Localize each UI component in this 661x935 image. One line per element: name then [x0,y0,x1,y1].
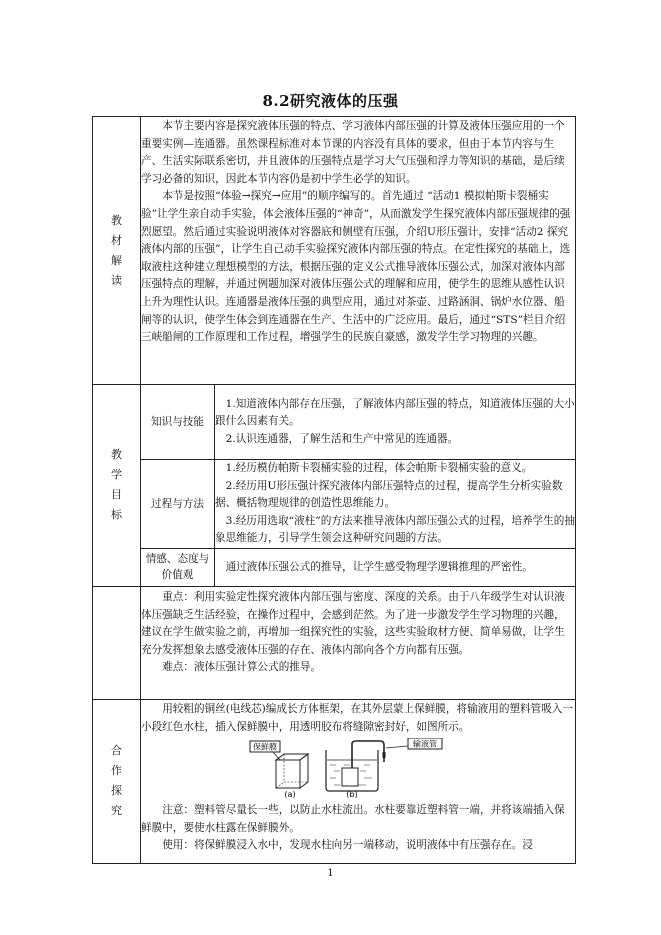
goal-item: 2.经历用U形压强计探究液体内部压强特点的过程，提高学生分析实验数据、概括物理规律的创造性思维能力。 [215,479,563,510]
goal-content-knowledge [215,385,576,460]
goal-row-process [93,460,576,549]
frame-hidden-edge [276,782,284,788]
frame-side [300,754,308,788]
key-points-label-cell [93,586,141,699]
goal-content-attitude [215,548,576,586]
goal-item: 通过液体压强公式的推导，让学生感受物理学逻辑推理的严密性。 [225,560,533,573]
goal-name-process: 过程与方法 [141,460,215,549]
leader-line-left [273,752,280,760]
difficulty-paragraph: 难点：液体压强计算公式的推导。 [162,661,322,674]
experiment-diagram [248,738,468,798]
goal-name-attitude: 情感、态度与价值观 [141,548,215,586]
goal-content-process [215,460,576,549]
cooperation-intro: 用较粗的铜丝(电线芯)编成长方体框架，在其外层蒙上保鲜膜，将输液用的塑料管吸入一小段红色水柱，插入保鲜膜中，用透明胶布将缝隙密封好，如图所示。 [141,702,574,733]
key-point-paragraph: 重点：利用实验定性探究液体内部压强与密度、深度的关系。由于八年级学生对认识液体压强缺乏生活经验，在操作过程中，会感到茫然。为了进一步激发学生学习物理的兴趣，建议在学生做实验之前，再增加一组探究性的实验，这些实验取材方便、简单易做，让学生充分发挥想象去感受液体压强的存在、液体内部向各个方向都有压强。 [141,590,565,656]
goal-row-knowledge [93,385,576,460]
label-wrap-film: 保鲜膜 [253,742,277,752]
frame-front [276,760,300,788]
infusion-tube [352,741,384,768]
goal-item: 2.认识连通器，了解生活和生产中常见的连通器。 [225,432,459,445]
teaching-material-label-cell [93,117,141,385]
cooperation-label-cell [93,699,141,863]
goal-item: 1.知道液体内部存在压强，了解液体内部压强的特点，知道液体压强的大小跟什么因素有关。 [215,397,575,428]
goal-name-knowledge: 知识与技能 [141,385,215,460]
cooperation-use: 使用：将保鲜膜浸入水中，发现水柱向另一端移动，说明液体中有压强存在。浸 [162,839,533,852]
leader-line-right [386,746,408,748]
key-points-row [93,586,576,699]
page-title: 8.2研究液体的压强 [262,92,399,110]
teaching-material-label: 教材解读 [111,213,122,287]
teaching-goals-label-cell [93,385,141,587]
caption-a: (a) [284,790,296,799]
cooperation-content [141,699,576,863]
goal-item: 3.经历用选取“液柱”的方法来推导液体内部压强公式的过程，培养学生的抽象思维能力，引导学生领会这种研究问题的方法。 [215,514,575,545]
teaching-material-paragraph: 本节主要内容是探究液体压强的特点、学习液体内部压强的计算及液体压强应用的一个重要实例—连通器。虽然课程标准对本节课的内容没有具体的要求，但由于本节内容与生产、生活实际联系密切，并且液体的压强特点是学习大气压强和浮力等知识的基础，是后续学习必备的知识，因此本节内容仍是初中学生必学的知识。 [141,120,565,185]
goal-item: 1.经历模仿帕斯卡裂桶实验的过程，体会帕斯卡裂桶实验的意义。 [225,462,533,474]
immersed-frame [342,768,358,786]
goal-row-attitude [93,548,576,586]
teaching-material-row [93,117,576,385]
cooperation-label: 合作探究 [111,744,122,818]
label-infusion-tube: 输液管 [413,739,437,749]
key-points-content [141,586,576,699]
teaching-material-paragraph: 本节是按照“体验→探究→应用”的顺序编写的。首先通过 “活动1 模拟帕斯卡裂桶实验”让学生亲自动手实验，体会液体压强的“神奇”，从而激发学生探究液体内部压强规律的强烈愿望。然后通过实验说明液体对容器底和侧壁有压强，介绍U形压强计，安排“活动2 探究液体内部的压强”，让学生自己动手实验探究液体内部压强的特点。在定性探究的基础上，选取液柱这种建立理想模型的方法，根据压强的定义公式推导液体压强公式，加深对液体内部压强特点的理解，并通过例题加深对液体压强公式的理解和应用，使学生的思维从感性认识上升为理性认识。连通器是液体压强的典型应用，通过对茶壶、过路涵洞、锅炉水位器、船闸等的认识，使学生体会到连通器在生产、生活中的广泛应用。最后，通过“STS”栏目介绍三峡船闸的工作原理和工作过程，增强学生的民族自豪感，激发学生学习物理的兴趣。 [141,190,571,344]
page-number: 1 [327,868,334,879]
experiment-figure [141,738,575,798]
teaching-material-content [141,117,576,385]
cooperation-note: 注意：塑料管尽量长一些，以防止水柱流出。水柱要靠近塑料管一端，并将该端插入保鲜膜中，要使水柱露在保鲜膜外。 [141,804,565,834]
teaching-goals-label: 教学目标 [111,448,122,522]
caption-b: (b) [346,790,358,799]
water-column [383,752,386,758]
lesson-plan-table [92,116,576,864]
cooperation-row [93,699,576,863]
